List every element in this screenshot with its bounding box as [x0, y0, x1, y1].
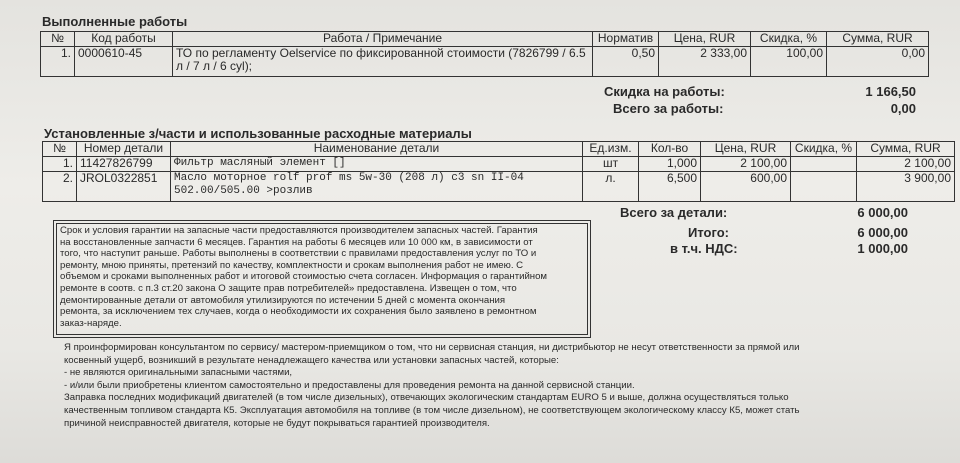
row-name: Масло моторное rolf prof ms 5w-30 (208 л) c3 sn II-04 502.00/505.00 >розлив	[171, 172, 583, 202]
warranty-line: того, что наступит раньше. Работы выполнены в соответствии с правилами предоставления услуг по ТО и	[60, 248, 537, 260]
row-name: Фильтр масляный элемент []	[171, 157, 583, 172]
col-price: Цена, RUR	[659, 32, 751, 47]
row-unit: л.	[583, 172, 639, 202]
col-discount: Скидка, %	[751, 32, 827, 47]
row-code: 0000610-45	[75, 47, 173, 77]
row-qty: 1,000	[639, 157, 701, 172]
warranty-line: ремонте в соотв. с п.3 ст.20 закона О защите прав потребителей» предоставлена. Извещен о том, что	[60, 282, 517, 294]
works-discount-value: 1 166,50	[865, 84, 916, 99]
row-part-no: JROL0322851	[77, 172, 171, 202]
warranty-line: на восстановленные запчасти 6 месяцев. Гарантия на работы 6 месяцев или 10 000 км, в зависимости от	[60, 236, 533, 248]
works-header-row	[41, 32, 929, 47]
col-code: Код работы	[75, 32, 173, 47]
col-unit: Ед.изм.	[583, 142, 639, 157]
col-num: №	[43, 142, 77, 157]
works-discount-label: Скидка на работы:	[604, 84, 725, 99]
warranty-line: объемом и сроками выполненных работ и итоговой стоимостью счета согласен. Информация о гарантийном	[60, 271, 548, 283]
warranty-line: Срок и условия гарантии на запасные части предоставляются производителем запасных частей. Гарантия	[60, 225, 538, 236]
col-name: Наименование детали	[171, 142, 583, 157]
col-discount: Скидка, %	[791, 142, 857, 157]
vat-label: в т.ч. НДС:	[670, 241, 738, 256]
row-part-no: 11427826799	[77, 157, 171, 172]
row-discount	[791, 157, 857, 172]
table-row	[43, 157, 955, 172]
note-line: Заправка последних модификаций двигателей (в том числе дизельных), отвечающих экологическим стандартам EURO 5 и выше, должна осуществляться только	[64, 392, 789, 404]
row-qty: 6,500	[639, 172, 701, 202]
note-line: - и/или были приобретены клиентом самостоятельно и предоставлены для проведения ремонта на данной сервисной станции.	[64, 379, 635, 391]
service-notes	[64, 342, 894, 430]
warranty-line: ремонта, за исключением тех случаев, когда о необходимости их сохранения было заявлено в ремонтном	[60, 306, 537, 318]
row-num: 1.	[43, 157, 77, 172]
col-sum: Сумма, RUR	[827, 32, 929, 47]
col-desc: Работа / Примечание	[173, 32, 593, 47]
row-price: 600,00	[701, 172, 791, 202]
col-num: №	[41, 32, 75, 47]
row-price: 2 333,00	[659, 47, 751, 77]
row-sum: 2 100,00	[857, 157, 955, 172]
row-discount: 100,00	[751, 47, 827, 77]
itogo-label: Итого:	[688, 225, 729, 240]
row-num: 1.	[41, 47, 75, 77]
row-sum: 0,00	[827, 47, 929, 77]
note-line: причиной неисправностей двигателя, которые не будут покрываться гарантией производителя.	[64, 417, 490, 429]
parts-header-row	[43, 142, 955, 157]
col-qty: Кол-во	[639, 142, 701, 157]
note-line: качественным топливом стандарта К5. Эксплуатация автомобиля на топливе (в том числе дизельном), не соответствующем экологическому классу К5, может стать	[64, 404, 800, 416]
row-norm: 0,50	[593, 47, 659, 77]
works-total-label: Всего за работы:	[613, 101, 724, 116]
warranty-line: ремонту, мною приняты, претензий по качеству, комплектности и срокам выполнения работ не имею. С	[60, 259, 524, 271]
parts-table	[42, 141, 955, 202]
warranty-line: демонтированные детали от автомобиля утилизируются по истечении 5 дней с момента окончания	[60, 294, 506, 306]
note-line: косвенный ущерб, возникший в результате ненадлежащего качества или установки запасных частей, которые:	[64, 354, 559, 366]
table-row	[43, 172, 955, 202]
note-line: Я проинформирован консультантом по сервису/ мастером-приемщиком о том, что ни сервисная станция, ни дистрибьютор не несут ответственности за прямой или	[64, 342, 800, 353]
col-part-no: Номер детали	[77, 142, 171, 157]
warranty-box	[56, 223, 588, 335]
parts-total-value: 6 000,00	[857, 205, 908, 220]
row-unit: шт	[583, 157, 639, 172]
warranty-line: заказ-наряде.	[60, 317, 122, 329]
row-price: 2 100,00	[701, 157, 791, 172]
row-num: 2.	[43, 172, 77, 202]
col-price: Цена, RUR	[701, 142, 791, 157]
works-table	[40, 31, 929, 77]
itogo-value: 6 000,00	[857, 225, 908, 240]
works-section-title: Выполненные работы	[42, 14, 188, 29]
vat-value: 1 000,00	[857, 241, 908, 256]
col-sum: Сумма, RUR	[857, 142, 955, 157]
parts-total-label: Всего за детали:	[620, 205, 728, 220]
row-sum: 3 900,00	[857, 172, 955, 202]
row-discount	[791, 172, 857, 202]
row-desc: ТО по регламенту Oelservice по фиксированной стоимости (7826799 / 6.5 л / 7 л / 6 cyl);	[173, 47, 593, 77]
table-row	[41, 47, 929, 77]
parts-section-title: Установленные з/части и использованные расходные материалы	[44, 126, 472, 141]
note-line: - не являются оригинальными запасными частями,	[64, 367, 293, 379]
works-total-value: 0,00	[890, 101, 916, 116]
col-norm: Норматив	[593, 32, 659, 47]
